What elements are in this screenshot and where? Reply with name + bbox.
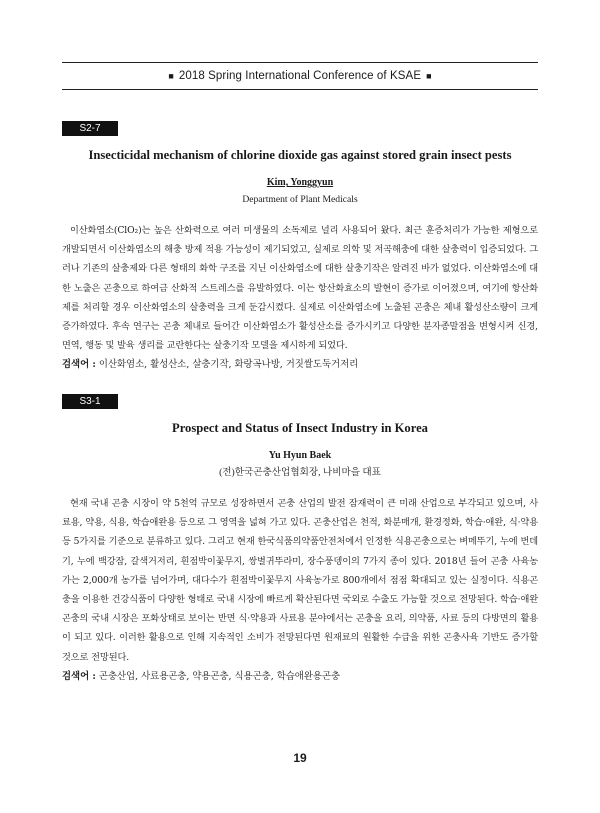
author-affiliation: Department of Plant Medicals	[242, 194, 358, 205]
abstract-body: 현재 국내 곤충 시장이 약 5천억 규모로 성장하면서 곤충 산업의 발전 잠재력이 큰 미래 산업으로 부각되고 있으며, 사료용, 약용, 식용, 학습애완용 등으로 그 영역을 넓혀 가고 있다. 곤충산업은 천적, 화분매개, 환경정화, 학습·애완, 식·약용 등 5가지를 기준으로 분류하고 있다. 그리고 현재 한국식품의약품안전처에서 인정한 식용곤충으로는 벼메뚜기, 누에 번데기, 누에 백강잠, 갈색거저리, 흰점박이꽃무지, 쌍별귀뚜라미, 장수풍뎅이의 7가지 종이 있다. 2018년 들어 곤충 사육농가는 2,000개 농가를 넘어가며, 대다수가 흰점박이꽃무지 사육농가로 800개에서 점점 확대되고 있는 실정이다. 식용곤충을 이용한 건강식품이 다양한 형태로 국내 시장에 빠르게 확산된다면 국외로 수출도 가능할 것으로 전망된다. 학습·애완곤충의 국내 시장은 포화상태로 보이는 반면 식·약용과 사료용 분야에서는 곤충을 요리, 의약품, 사료 등의 다방면의 활용이 되고 있다. 이러한 활용으로 인해 지속적인 소비가 전망된다면 원재료의 원활한 수급을 위한 곤충사육 기반도 증가할 것으로 전망된다.	[62, 498, 538, 663]
page-number: 19	[293, 751, 307, 765]
abstract-title: Insecticidal mechanism of chlorine dioxide gas against stored grain insect pests	[88, 148, 512, 162]
abstract-title: Prospect and Status of Insect Industry in Korea	[172, 421, 428, 435]
author-name: Kim, Yonggyun	[266, 177, 334, 188]
keywords-label: 검색어 :	[62, 670, 96, 682]
session-code-badge: S3-1	[62, 394, 118, 409]
keywords	[62, 669, 538, 685]
author-affiliation: (전)한국곤충산업협회장, 나비마을 대표	[219, 467, 381, 478]
author-name: Yu Hyun Baek	[268, 450, 332, 461]
keywords-list: 이산화염소, 활성산소, 살충기작, 화랑곡나방, 거짓쌀도둑거저리	[98, 359, 359, 371]
conference-header	[62, 62, 538, 90]
square-marker-icon: ■	[168, 71, 174, 81]
keywords	[62, 357, 538, 373]
keywords-label: 검색어 :	[62, 359, 96, 371]
abstract-s3-1	[62, 389, 538, 685]
conference-header-text: 2018 Spring International Conference of KSAE	[178, 70, 422, 82]
abstract-body: 이산화염소(ClO₂)는 높은 산화력으로 여러 미생물의 소독제로 널리 사용되어 왔다. 최근 훈증처리가 가능한 제형으로 개발되면서 이산화염소의 해충 방제 적용 가능성이 제기되었고, 실제로 의학 및 저곡해충에 대한 살충력이 입증되었다. 그러나 기존의 살충제와 다른 형태의 화학 구조를 지닌 이산화염소에 대한 살충기작은 알려진 바가 없었다. 이산화염소에 대한 노출은 곤충으로 하여금 산화적 스트레스를 유발하였다. 이는 항산화효소의 발현이 증가로 이어졌으며, 여기에 항산화제를 처리할 경우 이산화염소의 살충력을 크게 둔감시켰다. 실제로 이산화염소에 노출된 곤충은 체내 활성산소량이 크게 증가하였다. 후속 연구는 곤충 체내로 들어간 이산화염소가 활성산소를 증가시키고 다양한 분자종말점을 변형시켜 신경, 면역, 행동 및 발육 생리를 교란한다는 살충기작 모델을 제시하게 되었다.	[62, 225, 538, 352]
session-code-badge: S2-7	[62, 121, 118, 136]
abstract-s2-7	[62, 116, 538, 373]
keywords-list: 곤충산업, 사료용곤충, 약용곤충, 식용곤충, 학습애완용곤충	[98, 670, 341, 682]
square-marker-icon: ■	[426, 71, 432, 81]
